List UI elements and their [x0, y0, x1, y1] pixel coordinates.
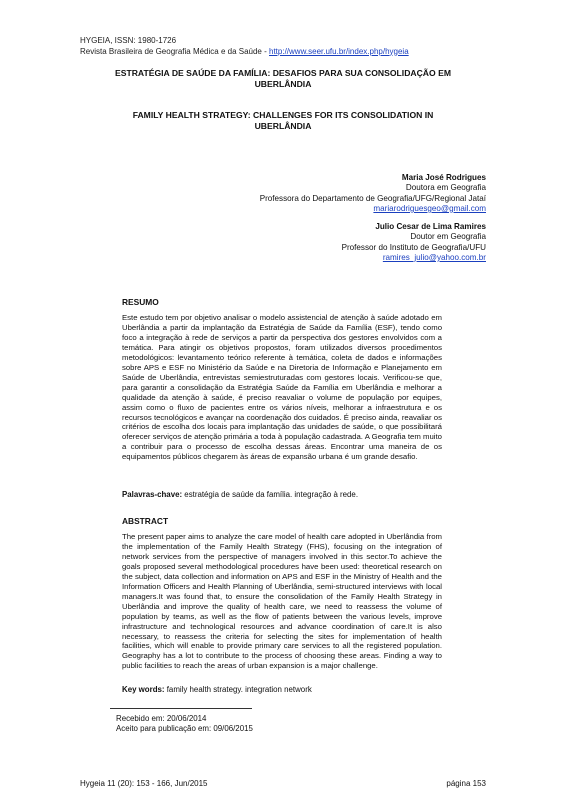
title-pt-line-2: UBERLÂNDIA: [254, 79, 312, 89]
author-block-2: [342, 222, 486, 263]
journal-issn: HYGEIA, ISSN: 1980-1726: [80, 36, 177, 45]
author-email-link[interactable]: mariarodriguesgeo@gmail.com: [373, 203, 486, 213]
author-block-1: [260, 173, 486, 214]
author-affiliation: Professor do Instituto de Geografia/UFU: [341, 242, 486, 252]
author-name: Maria José Rodrigues: [401, 173, 486, 182]
title-english: [80, 110, 486, 132]
abstract-keywords: [122, 685, 442, 695]
keywords-label: Palavras-chave:: [122, 490, 183, 499]
author-name: Julio Cesar de Lima Ramires: [375, 222, 486, 231]
submission-dates: [116, 714, 253, 734]
keywords-label: Key words:: [122, 685, 165, 694]
author-affiliation: Professora do Departamento de Geografia/UFG/Regional Jataí: [259, 193, 486, 203]
resumo-text: Este estudo tem por objetivo analisar o modelo assistencial de atenção à saúde adotado em Uberlândia a partir da implantação da Estratégia de Saúde da Família (ESF), tendo como foco a integração à rede de serviços a partir da perspectiva dos gestores envolvidos com a temática. Para atingir os objetivos propostos, foram utilizados diversos procedimentos metodológicos: levantamento teórico referente à temática, coleta de dados e informações sobre APS e ESF no Ministério da Saúde e na Diretoria de Informação e Planejamento em Saúde de Uberlândia, entrevistas semiestruturadas com gestores locais. Verificou-se que, para garantir a consolidação da Estratégia Saúde da Família em Uberlândia e melhorar a qualidade da atenção à saúde, é preciso reavaliar o volume de população por equipes, assim como o fluxo de pacientes entre os vários níveis, melhorar a infraestrutura e os recursos tecnológicos e avançar na coordenação dos cuidados. É preciso ainda, reavaliar os critérios de escolha dos locais para implantação das unidades de saúde, o que possibilitará oferecer serviços de atenção primária a toda à população cadastrada. A Geografia tem muito a contribuir para o processo de escolha dessas áreas. Encontrar uma maneira de os equipamentos públicos chegarem às áreas de expansão urbana é um grande desafio.: [122, 313, 442, 462]
footer-page-number: página 153: [446, 779, 486, 788]
title-portuguese: [80, 68, 486, 90]
title-en-line-1: FAMILY HEALTH STRATEGY: CHALLENGES FOR ITS CONSOLIDATION IN: [132, 110, 434, 120]
title-pt-line-1: ESTRATÉGIA DE SAÚDE DA FAMÍLIA: DESAFIOS PARA SUA CONSOLIDAÇÃO EM: [115, 68, 451, 78]
journal-name-line: [80, 47, 409, 58]
author-degree: Doutor em Geografia: [410, 232, 486, 242]
keywords-text: estratégia de saúde da família. integração à rede.: [182, 490, 359, 499]
footnote-divider: [110, 708, 252, 709]
received-date: Recebido em: 20/06/2014: [116, 714, 207, 723]
resumo-heading: RESUMO: [122, 297, 159, 307]
accepted-date: Aceito para publicação em: 09/06/2015: [116, 724, 253, 733]
author-degree: Doutora em Geografia: [405, 183, 486, 193]
journal-url-link[interactable]: http://www.seer.ufu.br/index.php/hygeia: [269, 46, 409, 56]
title-en-line-2: UBERLÂNDIA: [254, 121, 312, 131]
keywords-text: family health strategy. integration network: [164, 685, 312, 694]
abstract-heading: ABSTRACT: [122, 516, 169, 526]
footer-citation: Hygeia 11 (20): 153 - 166, Jun/2015: [80, 779, 208, 788]
journal-header: [80, 36, 409, 57]
author-email-link[interactable]: ramires_julio@yahoo.com.br: [382, 252, 486, 262]
abstract-text: The present paper aims to analyze the care model of health care adopted in Uberlândia from the implementation of the Family Health Strategy (FHS), focusing on the integration of network services from the perspective of managers involved in this sector.To achieve the goals proposed several methodological procedures have been used: theoretical research on the subject, data collection and information on APS and ESF in the Ministry of Health and the Information Officers and Health Planning of Uberlândia, semi-structured interviews with local managers.It was found that, to ensure the consolidation of the Family Health Strategy in Uberlândia and improve the quality of health care, we need to reassess the volume of population by teams, as well as the flow of patients between the various levels, improve infrastructure and technological resources and advance coordination of care.It is also necessary, to reassess the criteria for selecting the sites for implementation of health facilities, which will enable to provide primary care services to all the registered population. Geography has a lot to contribute to the process of choosing these areas. Finding a way to public facilities to reach the areas of urban expansion is a major challenge.: [122, 532, 442, 671]
journal-name: Revista Brasileira de Geografia Médica e da Saúde -: [80, 46, 269, 56]
resumo-keywords: [122, 490, 442, 500]
